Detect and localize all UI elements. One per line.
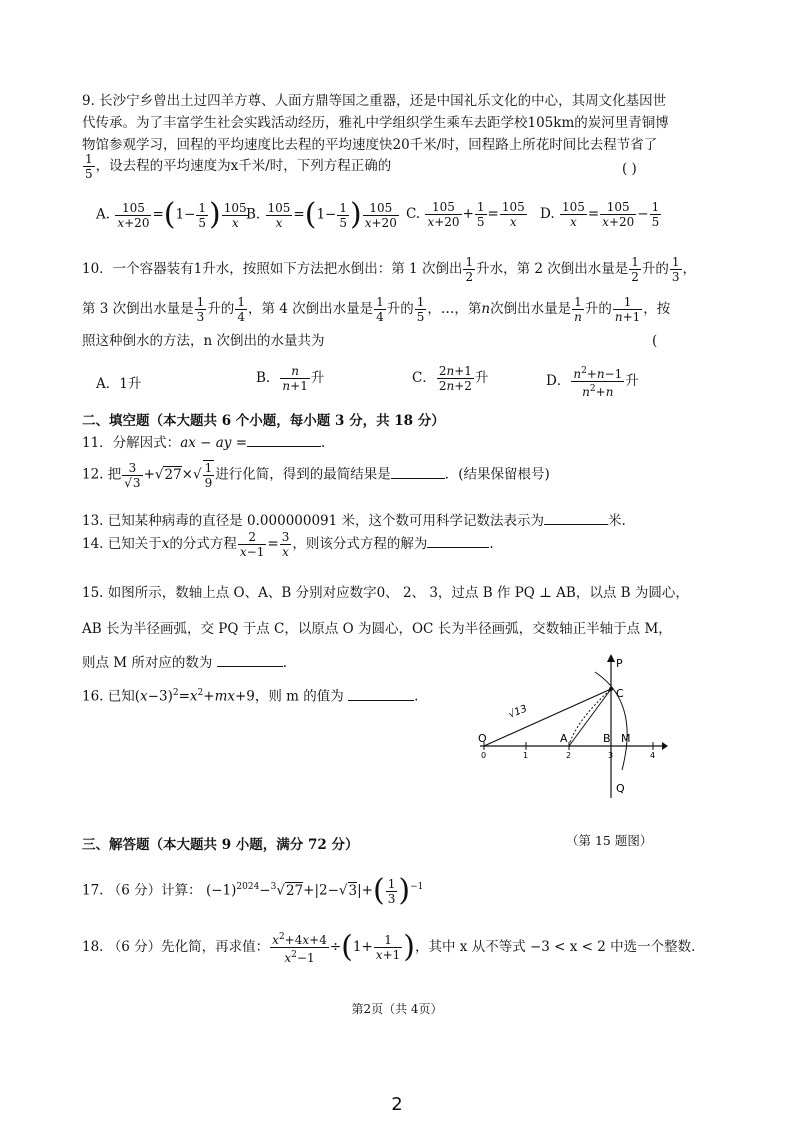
q9-option-c: C. $\frac{105}{x+20}$ + $\frac{1}{5}$ = $\frac{105}{x}$ <box>406 200 525 229</box>
q14: 14. 已知关于x的分式方程 $\frac{2}{x-1}$ = $\frac{3}{x}$ ，则该分式方程的解为 . <box>82 530 494 559</box>
q10-option-d: D． $\frac{n^2+n-1}{n^2+n}$ 升 <box>546 366 639 399</box>
handwritten-note: √13 <box>507 703 529 721</box>
q11: 11．分解因式：ax − ay = . <box>82 432 325 452</box>
label-p: P <box>616 657 623 670</box>
q9-line3: 物馆参观学习，回程的平均速度比去程的平均速度快20千米/时，回程路上所花时间比去程节省了 <box>82 137 658 153</box>
figure-caption: （第 15 题图） <box>566 833 653 848</box>
tick-3: 3 <box>608 751 614 760</box>
section3-heading: 三、解答题（本大题共 9 小题，满分 72 分） <box>82 837 359 853</box>
q9-line4: $\frac{1}{5}$ ，设去程的平均速度为x千米/时，下列方程正确的 <box>85 152 392 181</box>
label-a: A <box>560 732 568 745</box>
tick-4: 4 <box>650 751 656 760</box>
q10-line1: 10．一个容器装有1升水，按照如下方法把水倒出：第 1 次倒出 $\frac{1}{2}$ 升水，第 2 次倒出水量是 $\frac{1}{2}$ 升的 $\frac{1}{3}$ ， <box>82 255 697 284</box>
q18: 18. （6 分）先化简，再求值： $\frac{x^2+4x+4}{x^2-1}$ ÷(1+ $\frac{1}{x+1}$ )，其中 x 从不等式 −3 < x < 2 中选一个整数. <box>82 929 696 965</box>
q9-option-b: B. $\frac{105}{x}$ =(1− $\frac{1}{5}$ ) $\frac{105}{x+20}$ <box>246 197 397 232</box>
q10-option-b: B． $\frac{n}{n+1}$ 升 <box>256 364 325 393</box>
tick-1: 1 <box>523 751 529 760</box>
label-c: C <box>616 687 624 700</box>
tick-2: 2 <box>566 751 572 760</box>
label-b: B <box>603 732 611 745</box>
q9-line1: 9. 长沙宁乡曾出土过四羊方尊、人面方鼎等国之重器，还是中国礼乐文化的中心，其周文化基因世 <box>82 93 667 109</box>
q9-option-d: D. $\frac{105}{x}$ = $\frac{105}{x+20}$ − $\frac{1}{5}$ <box>540 200 660 229</box>
q10-option-a: A．1升 <box>96 376 142 392</box>
label-m: M <box>621 732 631 745</box>
q9-option-a: A. $\frac{105}{x+20}$ =(1− $\frac{1}{5}$ ) $\frac{105}{x}$ <box>96 197 247 232</box>
q10-line3: 照这种倒水的方法，n 次倒出的水量共为 <box>82 333 325 349</box>
q16: 16. 已知$(x-3)^2=x^2+mx+9$，则 m 的值为 . <box>82 684 418 706</box>
q10-option-c: C． $\frac{2n+1}{2n+2}$ 升 <box>412 364 489 393</box>
q10-line2: 第 3 次倒出水量是 $\frac{1}{3}$ 升的 $\frac{1}{4}$ ，第 4 次倒出水量是 $\frac{1}{4}$ 升的 $\frac{1}{5}$ ，…，第n次倒出水量是 $\frac{1}{n}$ 升的 $\frac{1}{n+1}$ ，按 <box>82 295 671 324</box>
label-q: Q <box>616 782 625 795</box>
q9-bracket: ( ) <box>622 161 637 177</box>
q17: 17. （6 分）计算： $(-1)^{2024}-^3√27+|2-√3|+$( $\frac{1}{3}$ )$^{-1}$ <box>82 873 424 908</box>
q9-line2: 代传承。为了丰富学生社会实践活动经历，雅礼中学组织学生乘车去距学校105km的炭河里青铜博 <box>82 115 669 131</box>
page-number: 2 <box>391 1094 403 1115</box>
page-footer: 第2页（共 4页） <box>351 1002 443 1016</box>
q13: 13. 已知某种病毒的直径是 0.000000091 米，这个数可用科学记数法表示为 米. <box>82 510 626 530</box>
label-o: O <box>478 732 487 745</box>
q15-line3: 则点 M 所对应的数为 . <box>82 652 287 672</box>
tick-0: 0 <box>481 751 487 760</box>
q12: 12. 把 $\frac{3}{√3}$ +√27×√ $\frac{1}{9}$ 进行化简，得到的最简结果是 ．(结果保留根号) <box>82 460 550 490</box>
q15-line1: 15. 如图所示，数轴上点 O、A、B 分别对应数字0、 2、 3，过点 B 作 PQ ⊥ AB，以点 B 为圆心， <box>82 585 689 601</box>
section2-heading: 二、填空题（本大题共 6 个小题，每小题 3 分，共 18 分） <box>82 413 445 429</box>
q10-bracket: ( <box>652 333 658 349</box>
q15-line2: AB 长为半径画弧，交 PQ 于点 C，以原点 O 为圆心，OC 长为半径画弧，交数轴正半轴于点 M， <box>82 621 672 637</box>
q15-figure <box>470 652 670 804</box>
